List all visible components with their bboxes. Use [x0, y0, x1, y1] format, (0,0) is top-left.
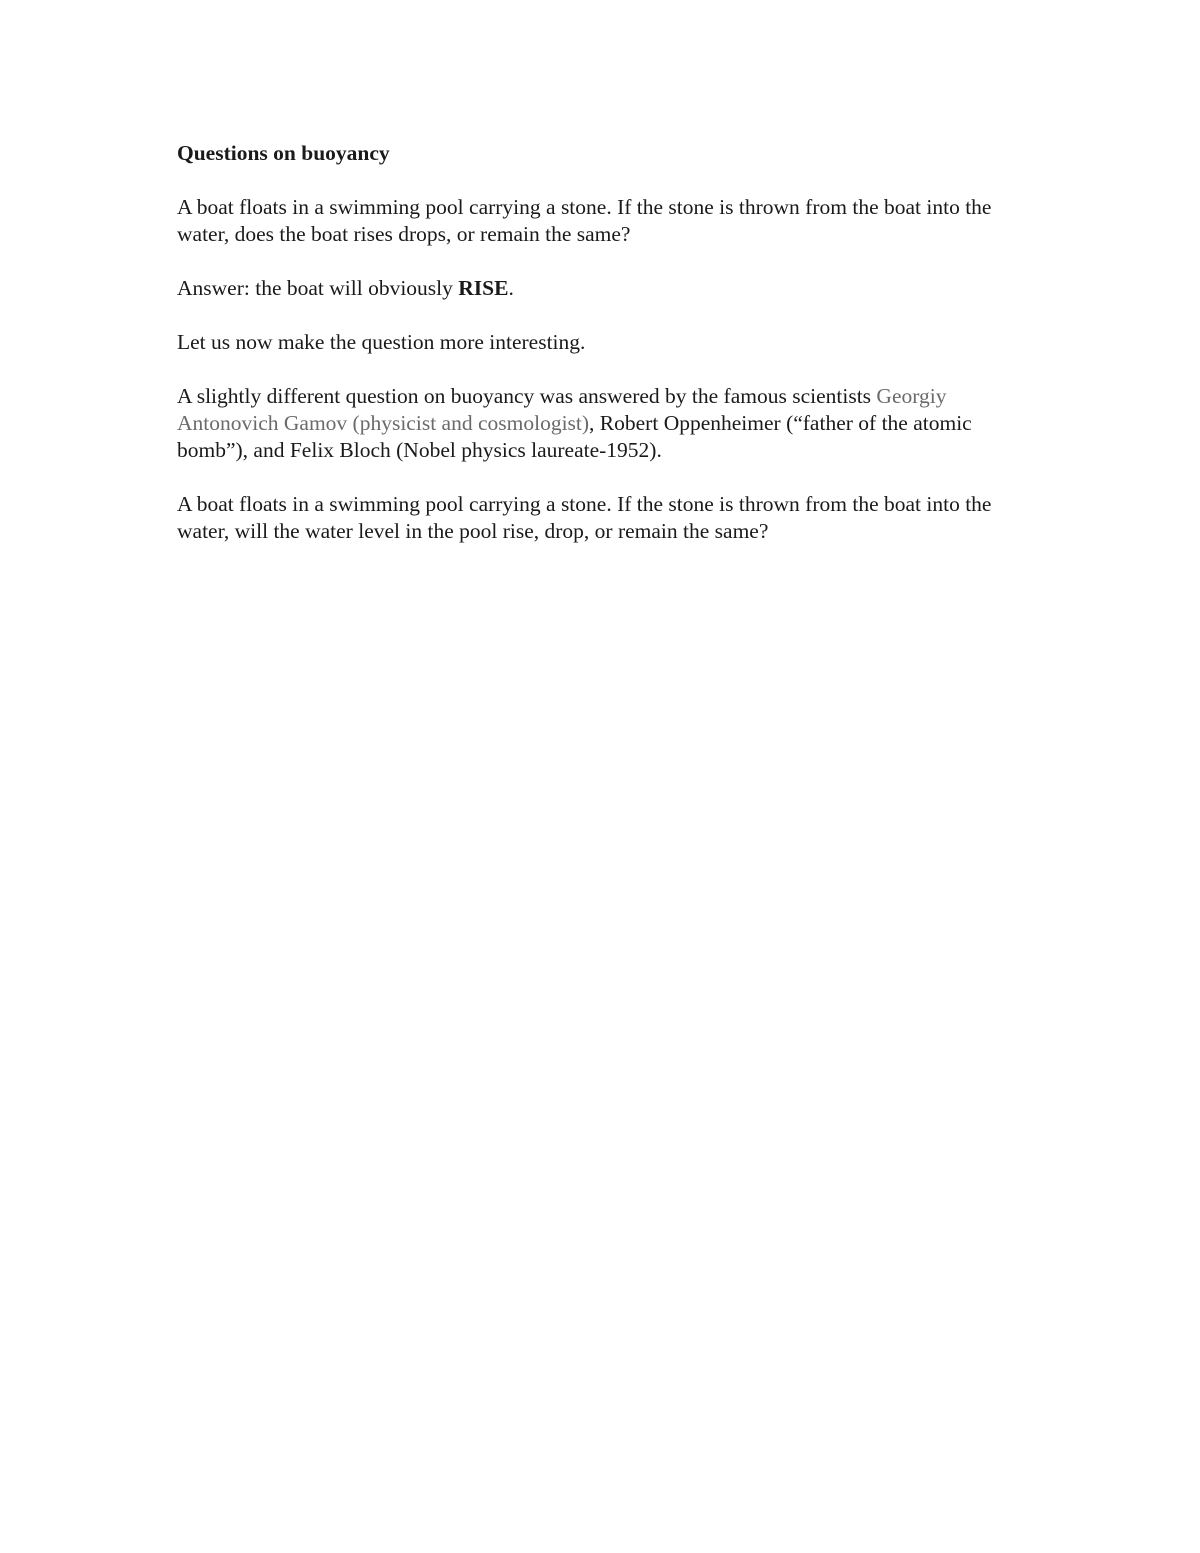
scientists-rest: , Robert Oppenheimer (“father of the atomic bomb”), and Felix Bloch (Nobel physics laureate-1952). [177, 411, 972, 462]
document-title: Questions on buoyancy [177, 141, 390, 165]
gamov-reference: Georgiy Antonovich Gamov (physicist and cosmologist) [177, 384, 947, 435]
answer-paragraph [177, 275, 1037, 302]
answer-prefix: Answer: the boat will obviously [177, 276, 459, 300]
document-body [177, 140, 1037, 572]
answer-suffix: . [508, 276, 514, 300]
transition-paragraph: Let us now make the question more interesting. [177, 330, 586, 354]
question-paragraph-1: A boat floats in a swimming pool carrying a stone. If the stone is thrown from the boat into the water, does the boat rises drops, or remain the same? [177, 195, 992, 246]
answer-emphasis: RISE [458, 276, 509, 300]
scientists-intro: A slightly different question on buoyancy was answered by the famous scientists [177, 384, 877, 408]
scientists-paragraph [177, 383, 1037, 464]
question-paragraph-2: A boat floats in a swimming pool carrying a stone. If the stone is thrown from the boat into the water, will the water level in the pool rise, drop, or remain the same? [177, 492, 992, 543]
